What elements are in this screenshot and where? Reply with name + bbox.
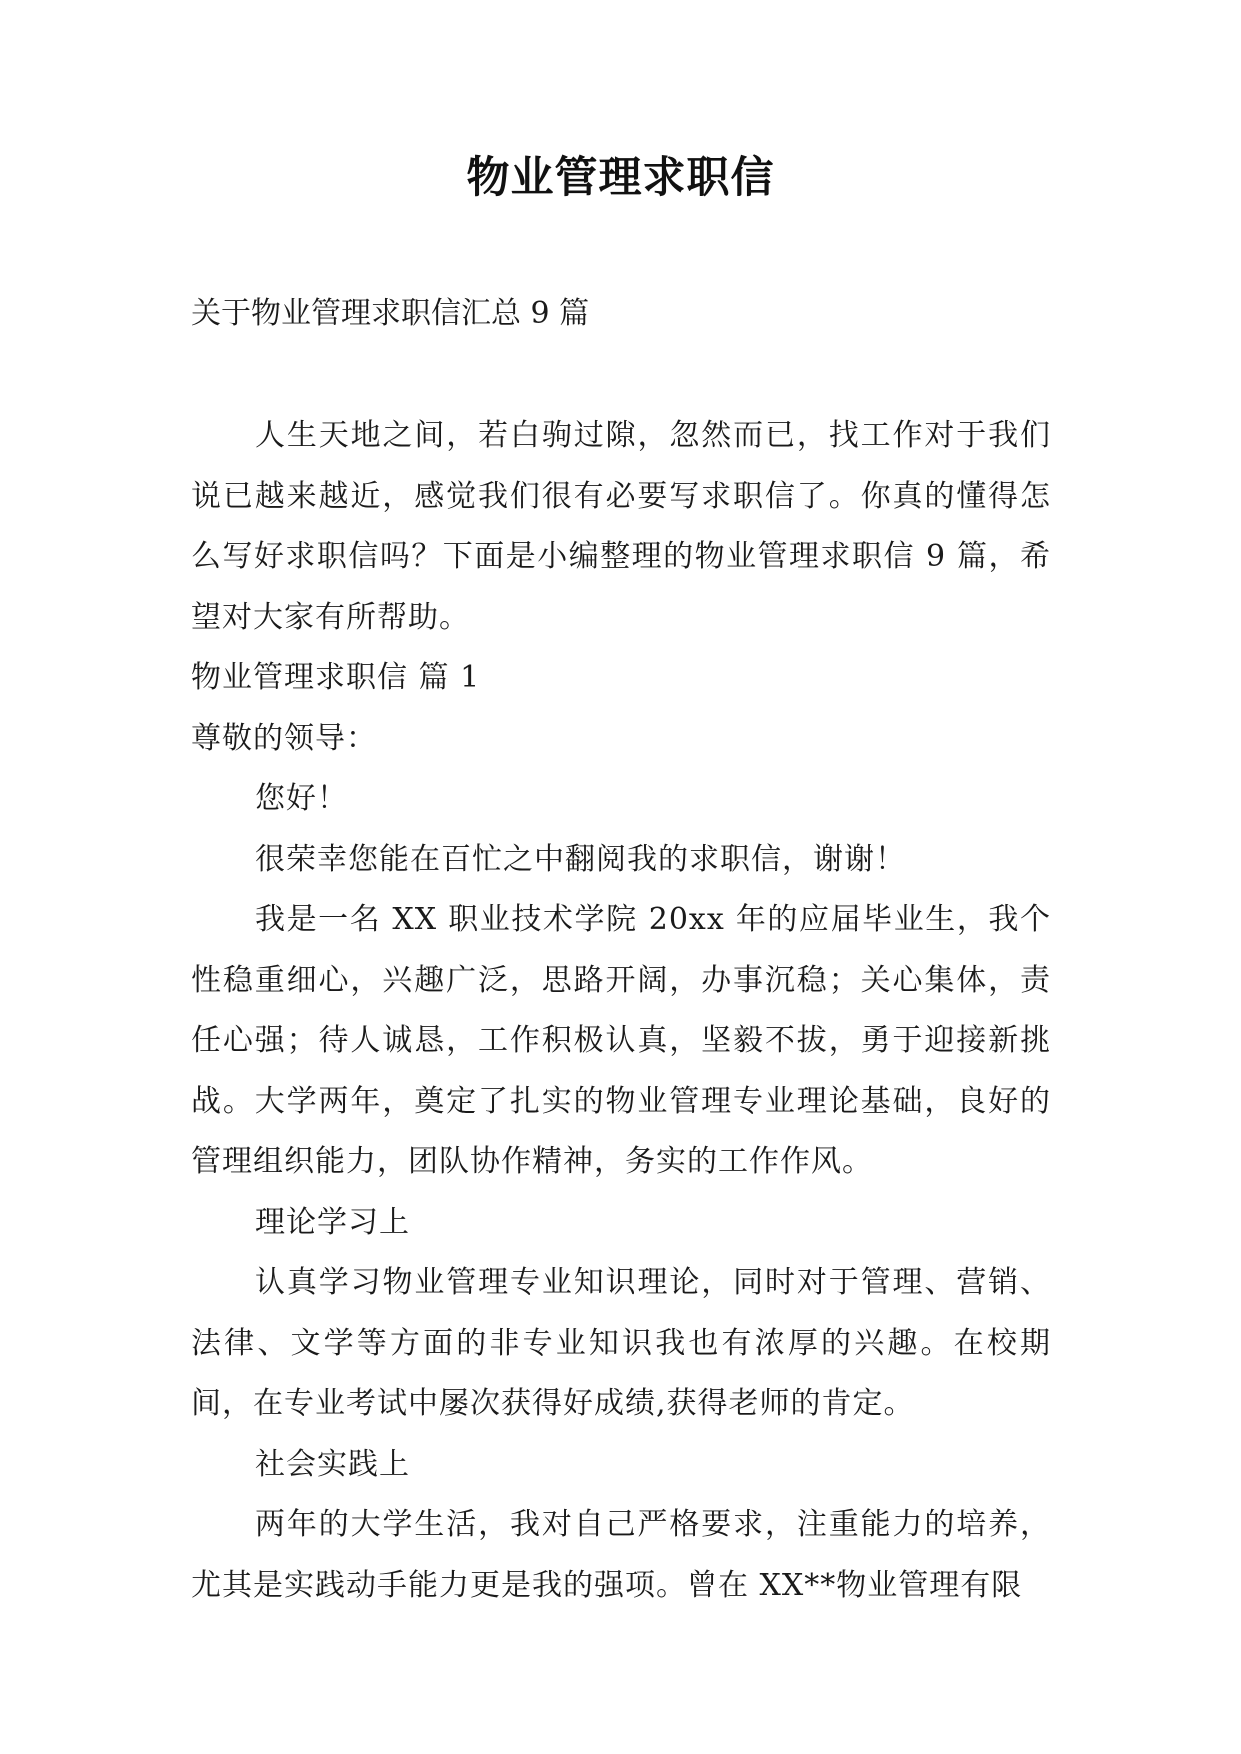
document-title: 物业管理求职信 bbox=[466, 153, 775, 203]
paragraph-thanks: 很荣幸您能在百忙之中翻阅我的求职信，谢谢！ bbox=[255, 841, 906, 877]
subheading-theory: 理论学习上 bbox=[255, 1204, 410, 1240]
greeting: 您好！ bbox=[255, 781, 348, 816]
paragraph-practice: 两年的大学生活，我对自己严格要求，注重能力的培养，尤其是实践动手能力更是我的强项。曾在 XX**物业管理有限 bbox=[191, 1507, 1051, 1603]
paragraph-intro: 人生天地之间，若白驹过隙，忽然而已，找工作对于我们说已越来越近，感觉我们很有必要写求职信了。你真的懂得怎么写好求职信吗？下面是小编整理的物业管理求职信 9 篇，希望对大家有所帮助。 bbox=[191, 418, 1051, 635]
subheading-practice: 社会实践上 bbox=[255, 1446, 410, 1482]
section-heading: 物业管理求职信 篇 1 bbox=[191, 660, 481, 695]
document-body bbox=[191, 406, 1051, 1616]
document-subtitle: 关于物业管理求职信汇总 9 篇 bbox=[191, 296, 590, 331]
salutation: 尊敬的领导： bbox=[191, 720, 377, 756]
paragraph-theory: 认真学习物业管理专业知识理论，同时对于管理、营销、法律、文学等方面的非专业知识我也有浓厚的兴趣。在校期间，在专业考试中屡次获得好成绩,获得老师的肯定。 bbox=[191, 1265, 1051, 1421]
paragraph-self-intro: 我是一名 XX 职业技术学院 20xx 年的应届毕业生，我个性稳重细心，兴趣广泛，思路开阔，办事沉稳；关心集体，责任心强；待人诚恳，工作积极认真，坚毅不拔，勇于迎接新挑战。大学两年，奠定了扎实的物业管理专业理论基础，良好的管理组织能力，团队协作精神，务实的工作作风。 bbox=[191, 902, 1051, 1179]
